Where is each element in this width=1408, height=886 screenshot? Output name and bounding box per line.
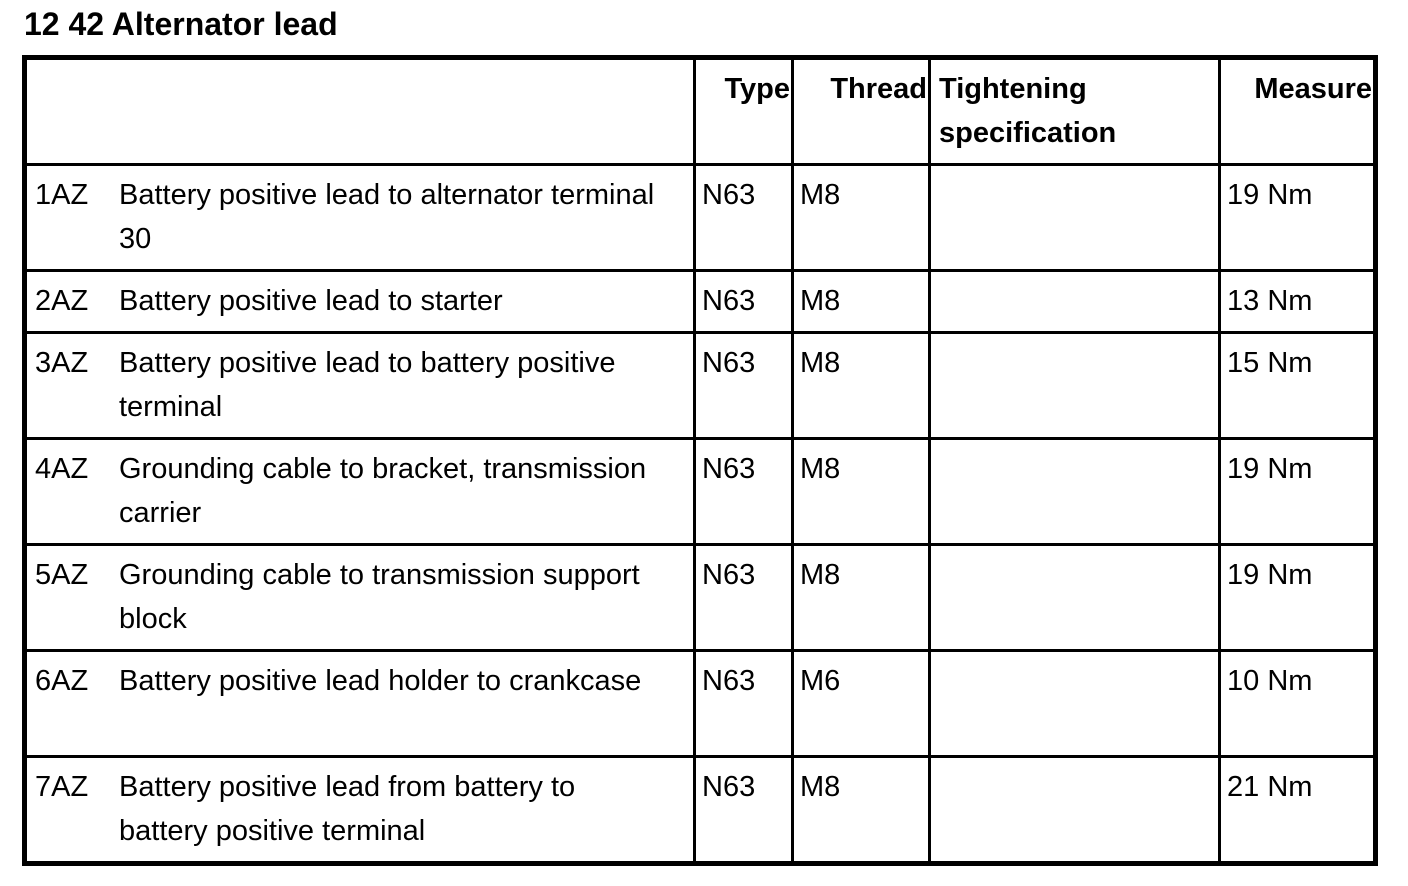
row-label: 7AZ <box>35 771 89 803</box>
header-item <box>25 58 695 165</box>
thread-cell: M8 <box>793 333 930 439</box>
header-type: Type <box>695 58 793 165</box>
torque-spec-table <box>22 55 1378 866</box>
tightening-cell <box>930 651 1220 757</box>
description-cell <box>25 333 695 439</box>
table-row-7az <box>25 757 1376 864</box>
type-cell: N63 <box>695 651 793 757</box>
description-cell <box>25 165 695 271</box>
row-label: 6AZ <box>35 665 89 697</box>
table-header-row <box>25 58 1376 165</box>
header-tightening-specification: Tightening specification <box>930 58 1220 165</box>
type-cell: N63 <box>695 165 793 271</box>
measure-cell: 13 Nm <box>1220 271 1376 333</box>
thread-cell: M8 <box>793 757 930 864</box>
measure-cell: 19 Nm <box>1220 165 1376 271</box>
row-description: Grounding cable to bracket, transmission carrier <box>119 453 647 529</box>
description-cell <box>25 545 695 651</box>
description-cell <box>25 651 695 757</box>
thread-cell: M8 <box>793 271 930 333</box>
measure-cell: 15 Nm <box>1220 333 1376 439</box>
tightening-cell <box>930 439 1220 545</box>
header-measure: Measure <box>1220 58 1376 165</box>
row-description: Grounding cable to transmission support block <box>119 559 640 635</box>
type-cell: N63 <box>695 545 793 651</box>
table-row-1az <box>25 165 1376 271</box>
tightening-cell <box>930 271 1220 333</box>
thread-cell: M8 <box>793 439 930 545</box>
row-label: 5AZ <box>35 559 89 591</box>
thread-cell: M6 <box>793 651 930 757</box>
table-row-5az <box>25 545 1376 651</box>
tightening-cell <box>930 757 1220 864</box>
description-cell <box>25 439 695 545</box>
measure-cell: 21 Nm <box>1220 757 1376 864</box>
header-thread: Thread <box>793 58 930 165</box>
description-cell <box>25 757 695 864</box>
type-cell: N63 <box>695 757 793 864</box>
table-row-4az <box>25 439 1376 545</box>
table-row-6az <box>25 651 1376 757</box>
thread-cell: M8 <box>793 545 930 651</box>
row-label: 3AZ <box>35 347 89 379</box>
row-label: 2AZ <box>35 285 89 317</box>
row-description: Battery positive lead from battery to battery positive terminal <box>119 771 576 847</box>
table-row-3az <box>25 333 1376 439</box>
row-description: Battery positive lead to battery positive terminal <box>119 347 616 423</box>
measure-cell: 19 Nm <box>1220 439 1376 545</box>
tightening-cell <box>930 545 1220 651</box>
table-row-2az <box>25 271 1376 333</box>
page-title: 12 42 Alternator lead <box>24 6 338 42</box>
type-cell: N63 <box>695 333 793 439</box>
row-label: 1AZ <box>35 179 89 211</box>
description-cell <box>25 271 695 333</box>
tightening-cell <box>930 333 1220 439</box>
row-description: Battery positive lead to starter <box>119 285 503 317</box>
type-cell: N63 <box>695 271 793 333</box>
row-description: Battery positive lead to alternator terminal 30 <box>119 179 655 255</box>
row-description: Battery positive lead holder to crankcase <box>119 665 642 697</box>
measure-cell: 19 Nm <box>1220 545 1376 651</box>
row-label: 4AZ <box>35 453 89 485</box>
tightening-cell <box>930 165 1220 271</box>
measure-cell: 10 Nm <box>1220 651 1376 757</box>
thread-cell: M8 <box>793 165 930 271</box>
type-cell: N63 <box>695 439 793 545</box>
